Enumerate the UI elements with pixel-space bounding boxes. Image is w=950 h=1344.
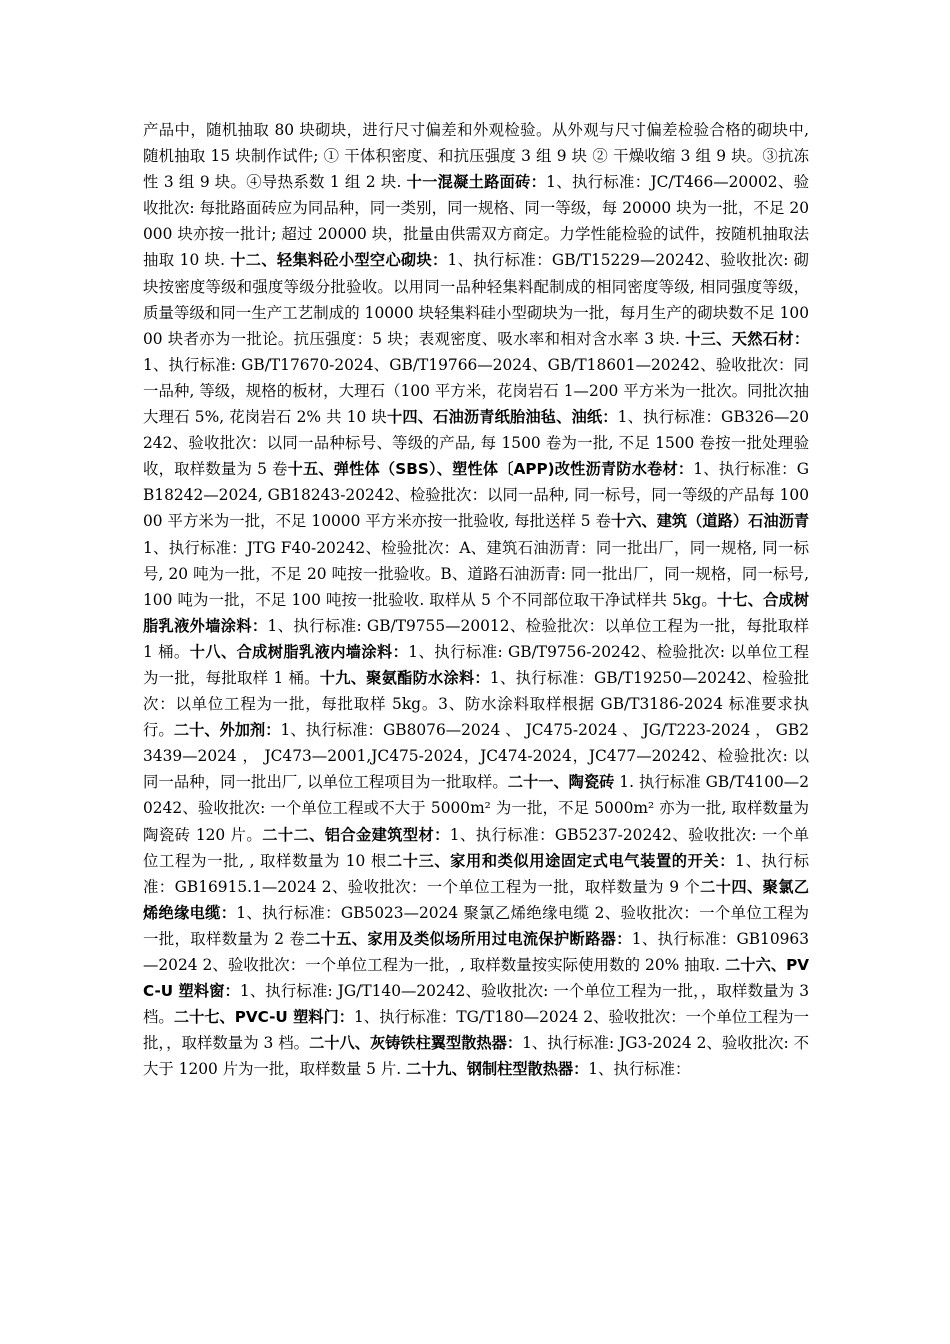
section-text: 1、执行标准：GB16915.1—2024 2、验收批次：一个单位工程为一批，取样数量为 9 个 [143, 851, 809, 896]
document-body [143, 117, 809, 1082]
section-heading: 十四、石油沥青纸胎油毡、油纸： [386, 408, 618, 427]
section-heading: 二十四、聚氯乙烯绝缘电缆： [143, 877, 809, 922]
section-heading: 十六、建筑（道路）石油沥青 [610, 512, 810, 531]
section-text: 1、执行标准：GB8076—2024 、 JC475-2024 、 JG/T223-2024 ， GB23439—2024 ， JC473—2001,JC475-2024，JC474-2024，JC477—20242、检验批次: 以同一品种，同一批出厂, 以单位工程项目为一批取样。 [143, 721, 809, 792]
section-text: 1、执行标准：JTG F40-20242、检验批次：A、建筑石油沥青：同一批出厂，同一规格, 同一标号, 20 吨为一批，不足 20 吨按一批验收。B、道路石油沥青: 同一批出厂，同一规格，同一标号, 100 吨为一批，不足 100 吨按一批验收. 取样从 5 个不同部位取干净试样共 5kg。 [143, 538, 809, 609]
section-heading: 二十六、PVC-U 塑料窗： [143, 956, 809, 1001]
section-text: 1、执行标准：GB10963—2024 2、验收批次：一个单位工程为一批，, 取样数量按实际使用数的 20% 抽取. [143, 929, 810, 974]
section-text: 产品中，随机抽取 80 块砌块，进行尺寸偏差和外观检验。从外观与尺寸偏差检验合格的砌块中, 随机抽取 15 块制作试件; ① 干体积密度、和抗压强度 3 组 9 块 ② 干燥收缩 3 组 9 块。③抗冻性 3 组 9 块。④导热系数 1 组 2 块. [143, 121, 809, 192]
section-heading: 十一混凝土路面砖： [406, 173, 547, 192]
section-text: 1、执行标准：GB5237-20242、验收批次: 一个单位工程为一批, , 取样数量为 10 根 [143, 825, 809, 870]
section-heading: 二十、外加剂： [173, 721, 281, 740]
section-heading: 二十九、钢制柱型散热器： [406, 1060, 589, 1079]
section-text: 1、执行标准：JC/T466—20002、验收批次: 每批路面砖应为同品种，同一类别，同一规格、同一等级，每 20000 块为一批，不足 20000 块亦按一批计; 超过 20000 块，批量由供需双方商定。力学性能检验的试件，按随机抽取法抽取 10 块. [143, 173, 809, 270]
section-heading: 二十一、陶瓷砖 [507, 773, 615, 792]
section-heading: 十八、合成树脂乳液内墙涂料： [189, 642, 409, 661]
section-text: 1、执行标准：GB18242—2024, GB18243-20242、检验批次：以同一品种, 同一标号，同一等级的产品每 10000 平方米为一批，不足 10000 平方米亦按一批验收, 每批送样 5 卷 [143, 460, 810, 531]
section-text: 1、执行标准: JG3-2024 2、验收批次: 不大于 1200 片为一批，取样数量 5 片. [143, 1034, 810, 1079]
section-heading: 十二、轻集料砼小型空心砌块： [230, 251, 448, 270]
section-text: 1、执行标准: GB/T9755—20012、检验批次：以单位工程为一批，每批取样 1 桶。 [143, 616, 809, 661]
section-text: 1、执行标准: GB/T9756-20242、检验批次: 以单位工程为一批，每批取样 1 桶。 [143, 642, 810, 687]
section-heading: 二十五、家用及类似场所用过电流保护断路器： [305, 929, 632, 948]
section-text: 1、执行标准: JG/T140—20242、验收批次: 一个单位工程为一批，，取样数量为 3 档。 [143, 982, 810, 1027]
section-heading: 二十七、PVC-U 塑料门： [173, 1008, 354, 1027]
section-text: 1、执行标准： [588, 1060, 691, 1079]
section-text: 1、执行标准：GB/T19250—20242、检验批次：以单位工程为一批，每批取样 5kg。3、防水涂料取样根据 GB/T3186-2024 标准要求执行。 [143, 668, 810, 740]
document-paragraph [143, 117, 809, 1082]
section-heading: 二十二、铝合金建筑型材： [262, 825, 450, 844]
section-text: 1、执行标准：GB326—20242、验收批次：以同一品种标号、等级的产品, 每 1500 卷为一批, 不足 1500 卷按一批处理验收，取样数量为 5 卷 [143, 408, 810, 479]
section-text: 1、执行标准：TG/T180—2024 2、验收批次：一个单位工程为一批，，取样数量为 3 档。 [143, 1008, 809, 1053]
section-heading: 十三、天然石材： [685, 329, 810, 348]
section-heading: 十七、合成树脂乳液外墙涂料： [143, 590, 809, 635]
section-text: 1、执行标准：GB5023—2024 聚氯乙烯绝缘电缆 2、验收批次：一个单位工程为一批，取样数量为 2 卷 [143, 903, 810, 948]
section-text: 1、执行标准: GB/T17670-2024、GB/T19766—2024、GB/T18601—20242、验收批次：同一品种, 等级，规格的板材，大理石（100 平方米，花岗岩石 1—200 平方米为一批次。同批次抽大理石 5%, 花岗岩石 2% 共 10 块 [143, 355, 809, 427]
section-heading: 十九、聚氨酯防水涂料： [319, 668, 490, 687]
section-text: 1、执行标准：GB/T15229—20242、验收批次: 砌块按密度等级和强度等级分批验收。以用同一品种轻集料配制成的相同密度等级, 相同强度等级，质量等级和同一生产工艺制成的 10000 块轻集料硅小型砌块为一批，每月生产的砌块数不足 10000 块者亦为一批论。抗压强度：5 块；表观密度、吸水率和相对含水率 3 块. [143, 251, 809, 348]
section-text: 1. 执行标准 GB/T4100—20242、验收批次: 一个单位工程或不大于 5000m² 为一批，不足 5000m² 亦为一批, 取样数量为陶瓷砖 120 片。 [143, 773, 809, 844]
section-heading: 二十三、家用和类似用途固定式电气装置的开关： [386, 851, 736, 870]
section-heading: 十五、弹性体（SBS）、塑性体〔APP)改性沥青防水卷材： [287, 460, 694, 479]
section-heading: 二十八、灰铸铁柱翼型散热器： [309, 1034, 523, 1053]
